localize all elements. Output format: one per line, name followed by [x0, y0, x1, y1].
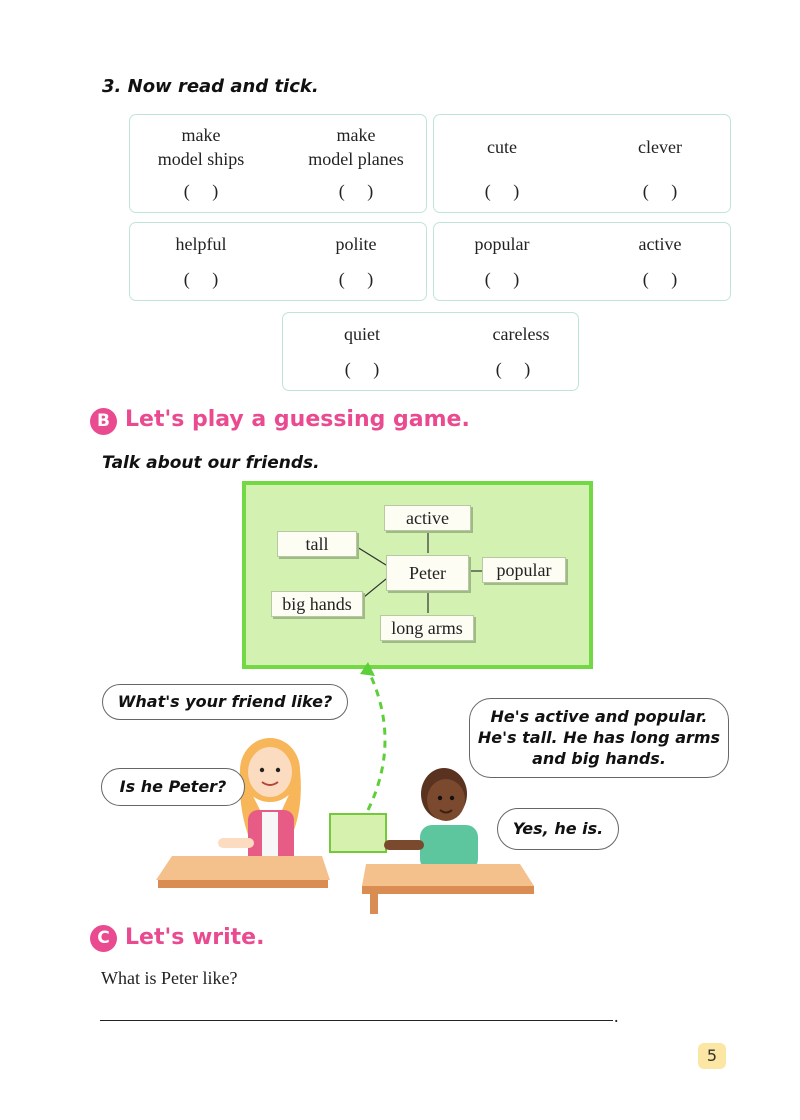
mind-map-node-popular: popular	[482, 557, 566, 583]
held-card	[330, 814, 386, 852]
arrow-head-icon	[360, 662, 375, 676]
option-label: make model ships	[157, 125, 245, 169]
section-c-badge: C	[90, 925, 117, 952]
mind-map-node-big-hands: big hands	[271, 591, 363, 617]
option-label: popular	[474, 234, 530, 254]
tick-box	[129, 114, 427, 213]
tick-parentheses[interactable]: ( )	[484, 181, 520, 201]
section-b-title: Let's play a guessing game.	[125, 407, 470, 432]
section-b-badge: B	[90, 408, 117, 435]
section-b-subtitle: Talk about our friends.	[102, 453, 320, 473]
tick-parentheses[interactable]: ( )	[338, 181, 374, 201]
answer-line[interactable]	[100, 1020, 613, 1021]
tick-parentheses[interactable]: ( )	[183, 181, 219, 201]
writing-question: What is Peter like?	[101, 968, 238, 988]
tick-box	[433, 222, 731, 301]
tick-parentheses[interactable]: ( )	[642, 269, 678, 289]
option-label: make model planes	[308, 125, 404, 169]
option-label: cute	[487, 137, 517, 157]
speech-bubble-boy-description: He's active and popular. He's tall. He has long arms and big hands.	[469, 698, 729, 778]
tick-parentheses[interactable]: ( )	[495, 359, 531, 379]
speech-bubble-girl-question: What's your friend like?	[102, 684, 348, 720]
tick-parentheses[interactable]: ( )	[642, 181, 678, 201]
option-label: active	[638, 234, 682, 254]
option-label: clever	[638, 137, 682, 157]
tick-parentheses[interactable]: ( )	[183, 269, 219, 289]
boy-figure	[384, 768, 478, 871]
tick-parentheses[interactable]: ( )	[344, 359, 380, 379]
left-desk	[156, 856, 330, 888]
tick-box	[129, 222, 427, 301]
mind-map-center-peter: Peter	[386, 555, 469, 591]
mind-map	[242, 481, 593, 669]
tick-box	[433, 114, 731, 213]
mind-map-node-long-arms: long arms	[380, 615, 474, 641]
tick-parentheses[interactable]: ( )	[338, 269, 374, 289]
dashed-arrow	[368, 670, 385, 810]
option-label: careless	[492, 324, 550, 344]
mind-map-node-active: active	[384, 505, 471, 531]
right-desk	[362, 864, 534, 914]
speech-bubble-girl-guess: Is he Peter?	[101, 768, 245, 806]
tick-parentheses[interactable]: ( )	[484, 269, 520, 289]
tick-box	[282, 312, 579, 391]
option-label: polite	[335, 234, 377, 254]
option-label: helpful	[175, 234, 227, 254]
speech-bubble-boy-answer: Yes, he is.	[497, 808, 619, 850]
section-c-title: Let's write.	[125, 925, 265, 950]
answer-line-period: .	[614, 1006, 619, 1026]
mind-map-node-tall: tall	[277, 531, 357, 557]
page-number: 5	[698, 1043, 726, 1069]
option-label: quiet	[344, 324, 380, 344]
activity-title: 3. Now read and tick.	[102, 76, 319, 97]
